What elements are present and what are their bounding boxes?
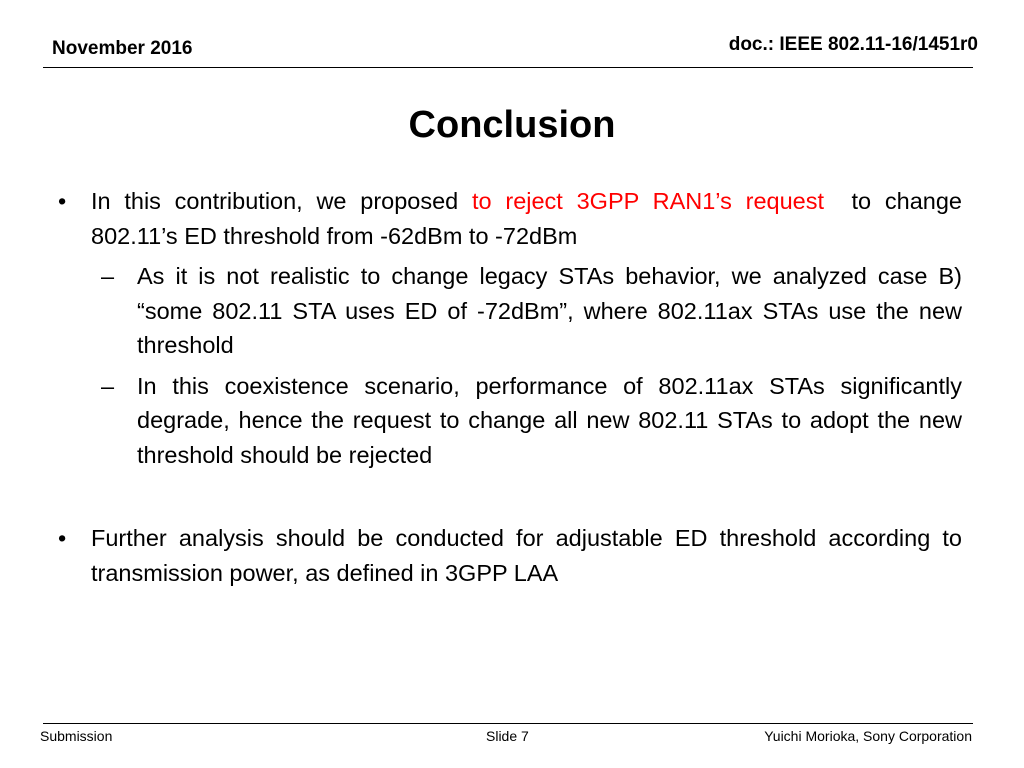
document-id: doc.: IEEE 802.11-16/1451r0 [728,34,978,55]
bullet-item-proposal [58,184,969,253]
sub-bullet-marker: – [101,372,115,399]
slide-number: Slide 7 [486,728,529,744]
highlighted-text: to reject 3GPP RAN1’s request [472,188,824,214]
footer-divider [43,723,973,724]
bullet-text: In this contribution, we proposed [91,188,473,214]
header-date: November 2016 [52,38,193,59]
bullet-marker: • [58,525,67,551]
bullet-item-further-analysis [58,521,962,590]
bullet-text: Further analysis should be conducted for adjustable ED threshold according to transmission power, as defined in 3GPP LAA [91,525,962,586]
bullet-marker: • [58,188,67,214]
footer-submission: Submission [40,728,113,744]
bullet-text: to change 802.11’s ED threshold from -62dBm to -72dBm [91,188,969,249]
footer-author: Yuichi Morioka, Sony Corporation [764,728,972,744]
slide-title: Conclusion [408,104,616,146]
header-divider [43,67,973,68]
sub-bullet-coexistence [58,369,962,473]
sub-bullet-text: As it is not realistic to change legacy STAs behavior, we analyzed case B) “some 802.11 STA uses ED of -72dBm”, where 802.11ax STAs use the new threshold [137,263,962,358]
sub-bullet-analysis [58,259,962,363]
sub-bullet-marker: – [101,263,115,289]
sub-bullet-text: In this coexistence scenario, performance of 802.11ax STAs significantly degrade, hence the request to change all new 802.11 STAs to adopt the new threshold should be rejected [137,372,962,468]
slide-body [58,184,969,590]
